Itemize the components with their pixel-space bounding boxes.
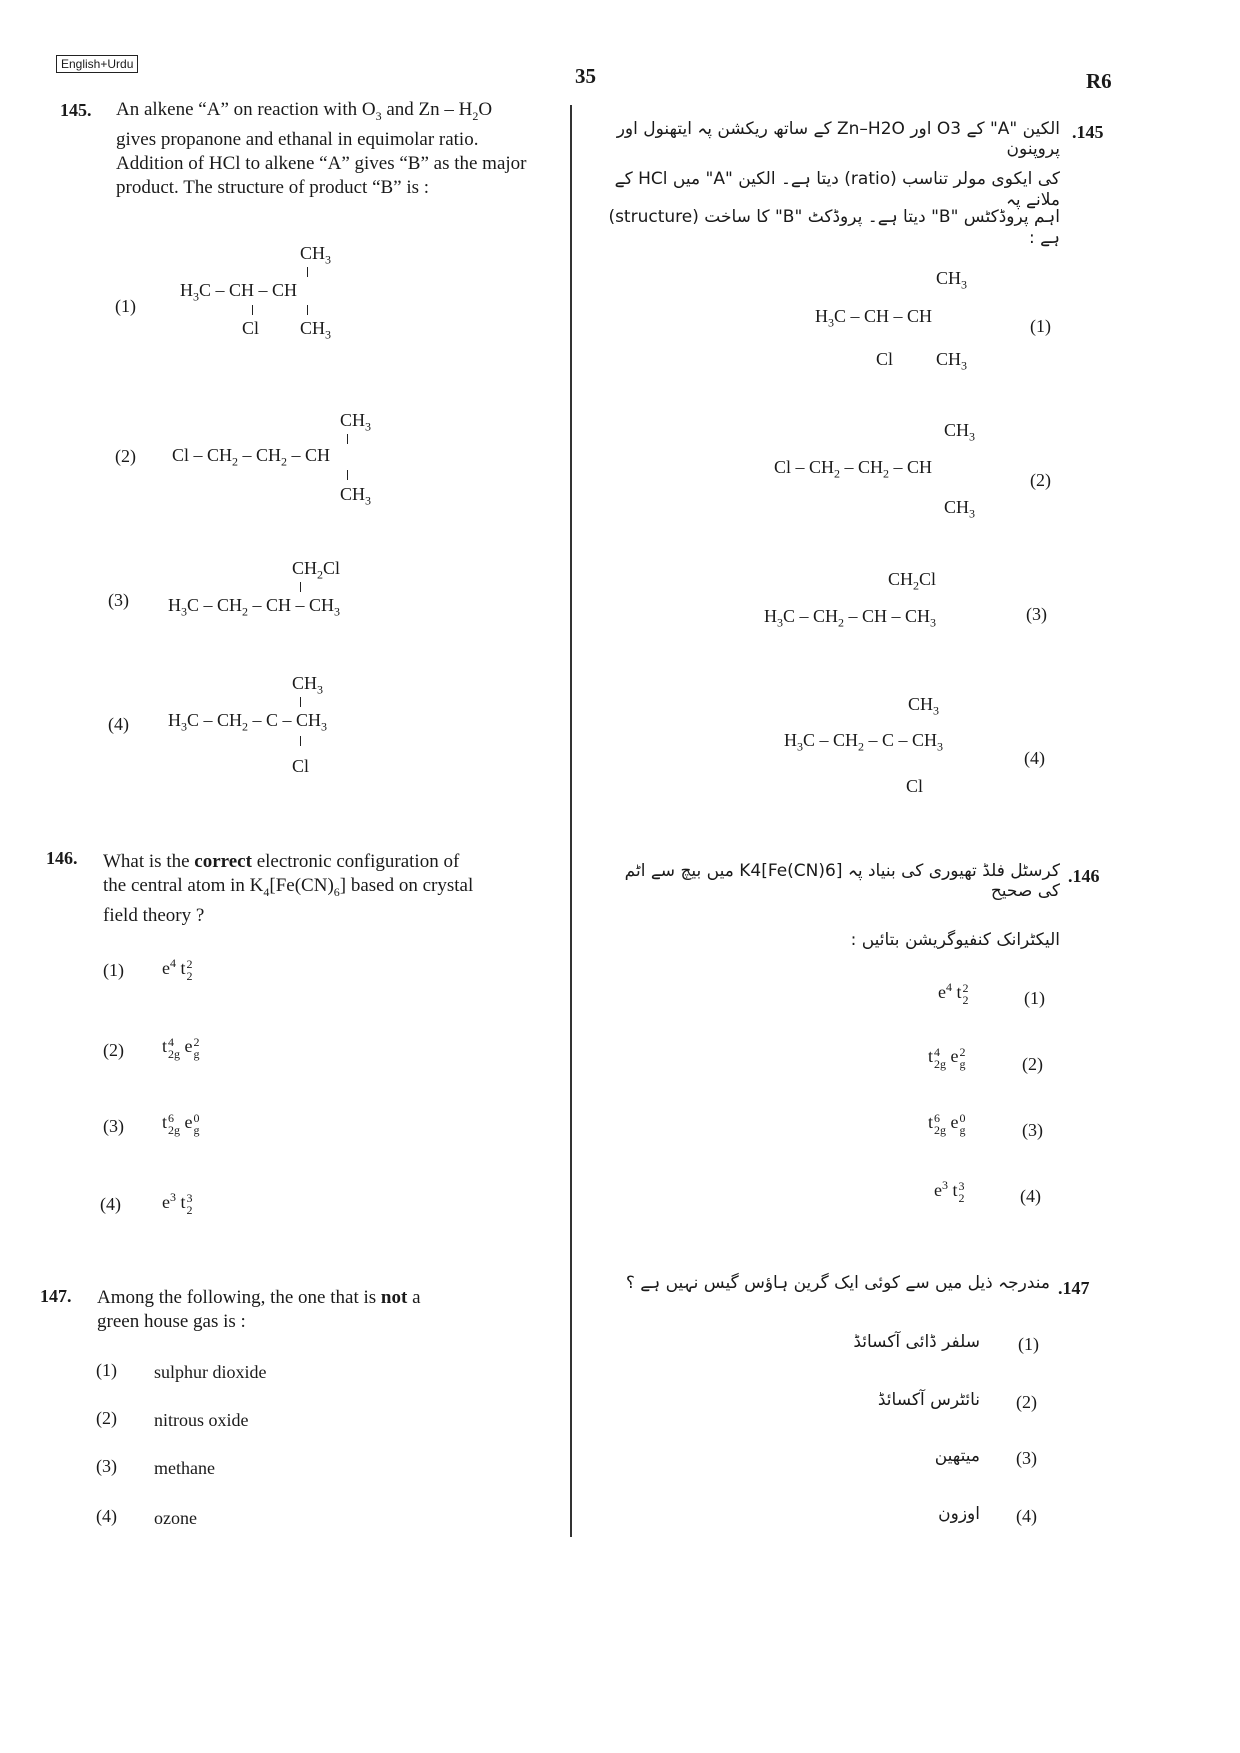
q145-en-opt2-main: Cl – $CH_2 - CH_2$ – CH bbox=[172, 445, 331, 469]
q145-en-opt4-cl: Cl bbox=[292, 756, 310, 776]
q145-ur-opt4-label: (4) bbox=[1024, 748, 1045, 768]
q147-ur-l1: مندرجہ ذیل میں سے کوئی ایک گرین ہاؤس گیس نہیں ہے ؟ bbox=[625, 1273, 1050, 1293]
q145-en-opt4-label: (4) bbox=[108, 714, 129, 734]
q145-en-opt2-ch3: $CH_3$ bbox=[340, 484, 372, 508]
booklet-code: R6 bbox=[1086, 69, 1112, 93]
q146-l2e: ] based on crystal bbox=[339, 875, 474, 896]
q145-en-opt4-top: $CH_3$ bbox=[292, 673, 324, 697]
bond bbox=[300, 697, 301, 707]
q145-l4: product. The structure of product “B” is : bbox=[116, 176, 430, 198]
page-number: 35 bbox=[575, 64, 596, 88]
bond bbox=[300, 736, 301, 746]
bond bbox=[300, 582, 301, 592]
bond bbox=[347, 434, 348, 444]
q145-ur-opt2-main: Cl – $CH_2 - CH_2$ – CH bbox=[774, 457, 933, 481]
q147-number-ur: .147 bbox=[1058, 1278, 1090, 1298]
q145-en-opt1-cl: Cl bbox=[242, 318, 260, 338]
q147-en-opt2-label: (2) bbox=[96, 1408, 117, 1428]
q146-l2c: [Fe(CN) bbox=[269, 875, 334, 896]
q145-ur-l1: الکین "A" کے O3 اور Zn–H2O کے ساتھ ریکشن پہ ایتھنول اور پروپنون bbox=[616, 119, 1060, 159]
q145-ur-opt3-main: $H_3C - CH_2$ – CH – $CH_3$ bbox=[764, 606, 937, 630]
q145-l1c: and Zn – H bbox=[381, 99, 473, 120]
q145-ur-l2: کی ایکوی مولر تناسب (ratio) دیتا ہے۔ الکین "A" میں HCl کے ملانے پہ bbox=[614, 169, 1060, 210]
q146-l1b: electronic configuration of bbox=[251, 851, 460, 872]
q145-number-ur: .145 bbox=[1072, 122, 1104, 142]
q147-text-en bbox=[97, 1286, 567, 1334]
q145-ur-opt1-top: $CH_3$ bbox=[936, 268, 968, 292]
q146-l2b: 4 bbox=[263, 884, 270, 899]
q145-l3: Addition of HCl to alkene “A” gives “B” as the major bbox=[116, 152, 527, 174]
q147-en-opt4-text: ozone bbox=[154, 1508, 197, 1528]
q147-ur-opt4-label: (4) bbox=[1016, 1506, 1037, 1526]
q145-l1: An alkene “A” on reaction with O bbox=[116, 99, 376, 120]
q146-ur-opt3-label: (3) bbox=[1022, 1120, 1043, 1140]
q147-en-opt3-label: (3) bbox=[96, 1456, 117, 1476]
q146-ur-opt2-label: (2) bbox=[1022, 1054, 1043, 1074]
q145-en-opt1-label: (1) bbox=[115, 296, 136, 316]
q145-ur-opt1-main: $H_3C$ – CH – CH bbox=[815, 306, 933, 330]
q146-en-opt1-label: (1) bbox=[103, 960, 124, 980]
q146-ur-l2: الیکٹرانک کنفیوگریشن بتائیں : bbox=[850, 930, 1060, 950]
q147-bold: not bbox=[380, 1287, 408, 1308]
q147-ur-opt2-text: نائٹرس آکسائڈ bbox=[877, 1390, 980, 1410]
q146-ur-opt1-value: $e^4$ t 2 2 bbox=[938, 980, 969, 1007]
q146-number-ur: .146 bbox=[1068, 866, 1100, 886]
bond bbox=[347, 470, 348, 480]
q146-number: 146. bbox=[46, 848, 78, 868]
language-label: English+Urdu bbox=[56, 55, 138, 73]
q146-l3: field theory ? bbox=[103, 904, 205, 926]
q145-l1e: O bbox=[478, 99, 493, 120]
q145-en-opt4-main: $H_3C - CH_2$ – C – $CH_3$ bbox=[168, 710, 328, 734]
column-divider bbox=[570, 105, 572, 1537]
q145-ur-opt2-ch3: $CH_3$ bbox=[944, 497, 976, 521]
q146-l1a: What is the bbox=[103, 851, 195, 872]
q146-en-opt3-value: t 6 2g e 0 g bbox=[162, 1111, 200, 1137]
q145-number: 145. bbox=[60, 100, 92, 120]
q147-l2: green house gas is : bbox=[97, 1311, 246, 1332]
q146-bold: correct bbox=[194, 851, 252, 872]
q145-ur-opt1-ch3: $CH_3$ bbox=[936, 349, 968, 373]
q146-ur-opt3-value: t 6 2g e 0 g bbox=[928, 1111, 966, 1137]
q146-en-opt2-label: (2) bbox=[103, 1040, 124, 1060]
q147-en-opt2-text: nitrous oxide bbox=[154, 1410, 249, 1430]
q146-en-opt1-value: $e^4$ t 2 2 bbox=[162, 956, 193, 983]
q145-en-opt3-main: $H_3C - CH_2$ – CH – $CH_3$ bbox=[168, 595, 341, 619]
bond bbox=[307, 267, 308, 277]
q145-ur-opt3-top: $CH_2Cl$ bbox=[888, 569, 937, 593]
q145-en-opt3-label: (3) bbox=[108, 590, 129, 610]
q146-l2d: 6 bbox=[333, 884, 340, 899]
q146-en-opt2-value: t 4 2g e 2 g bbox=[162, 1035, 200, 1061]
q145-l2: gives propanone and ethanal in equimolar ratio. bbox=[116, 128, 479, 150]
q146-ur-opt2-value: t 4 2g e 2 g bbox=[928, 1045, 966, 1071]
q147-ur-opt1-text: سلفر ڈائی آکسائڈ bbox=[853, 1332, 980, 1352]
q145-ur-opt4-top: $CH_3$ bbox=[908, 694, 940, 718]
q147-en-opt1-label: (1) bbox=[96, 1360, 117, 1380]
q145-ur-opt2-label: (2) bbox=[1030, 470, 1051, 490]
q147-number: 147. bbox=[40, 1286, 72, 1306]
q145-en-opt1-ch3: $CH_3$ bbox=[300, 318, 332, 342]
q147-l1b: a bbox=[407, 1287, 421, 1308]
q147-ur-opt4-text: اوزون bbox=[938, 1504, 980, 1524]
q145-ur-opt2-top: $CH_3$ bbox=[944, 420, 976, 444]
q145-en-opt2-label: (2) bbox=[115, 446, 136, 466]
q146-en-opt4-label: (4) bbox=[100, 1194, 121, 1214]
q145-ur-opt1-label: (1) bbox=[1030, 316, 1051, 336]
q145-ur-opt1-cl: Cl bbox=[876, 349, 894, 369]
q146-ur-opt4-value: $e^3$ t 3 2 bbox=[934, 1178, 965, 1205]
q147-en-opt1-text: sulphur dioxide bbox=[154, 1362, 267, 1382]
q145-en-opt2-top: $CH_3$ bbox=[340, 410, 372, 434]
q147-en-opt3-text: methane bbox=[154, 1458, 215, 1478]
q145-l1d: 2 bbox=[472, 108, 479, 123]
q145-en-opt3-top: $CH_2Cl$ bbox=[292, 558, 341, 582]
q147-en-opt4-label: (4) bbox=[96, 1506, 117, 1526]
q146-ur-opt4-label: (4) bbox=[1020, 1186, 1041, 1206]
q146-en-opt4-value: $e^3$ t 3 2 bbox=[162, 1190, 193, 1217]
q146-text-en bbox=[103, 850, 573, 928]
q146-l2a: the central atom in K bbox=[103, 875, 264, 896]
q145-text-en bbox=[116, 98, 576, 200]
q145-l1b: 3 bbox=[375, 108, 382, 123]
q145-ur-opt4-main: $H_3C - CH_2$ – C – $CH_3$ bbox=[784, 730, 944, 754]
q146-ur-l1: کرسٹل فلڈ تھیوری کی بنیاد پہ K4[Fe(CN)6] میں بیچ سے اٹم کی صحیح bbox=[624, 861, 1060, 901]
q146-en-opt3-label: (3) bbox=[103, 1116, 124, 1136]
bond bbox=[307, 305, 308, 315]
q145-ur-opt4-cl: Cl bbox=[906, 776, 924, 796]
q146-ur-opt1-label: (1) bbox=[1024, 988, 1045, 1008]
q147-l1a: Among the following, the one that is bbox=[97, 1287, 381, 1308]
q145-ur-l3: اہم پروڈکٹس "B" دیتا ہے۔ پروڈکٹ "B" کا ساخت (structure) ہے : bbox=[608, 207, 1060, 248]
q147-ur-opt1-label: (1) bbox=[1018, 1334, 1039, 1354]
q145-en-opt1-top: $CH_3$ bbox=[300, 243, 332, 267]
q145-ur-opt3-label: (3) bbox=[1026, 604, 1047, 624]
bond bbox=[252, 305, 253, 315]
q147-ur-opt3-label: (3) bbox=[1016, 1448, 1037, 1468]
q147-ur-opt2-label: (2) bbox=[1016, 1392, 1037, 1412]
q145-en-opt1-main: $H_3C$ – CH – CH bbox=[180, 280, 298, 304]
q147-ur-opt3-text: میتھین bbox=[934, 1446, 980, 1466]
